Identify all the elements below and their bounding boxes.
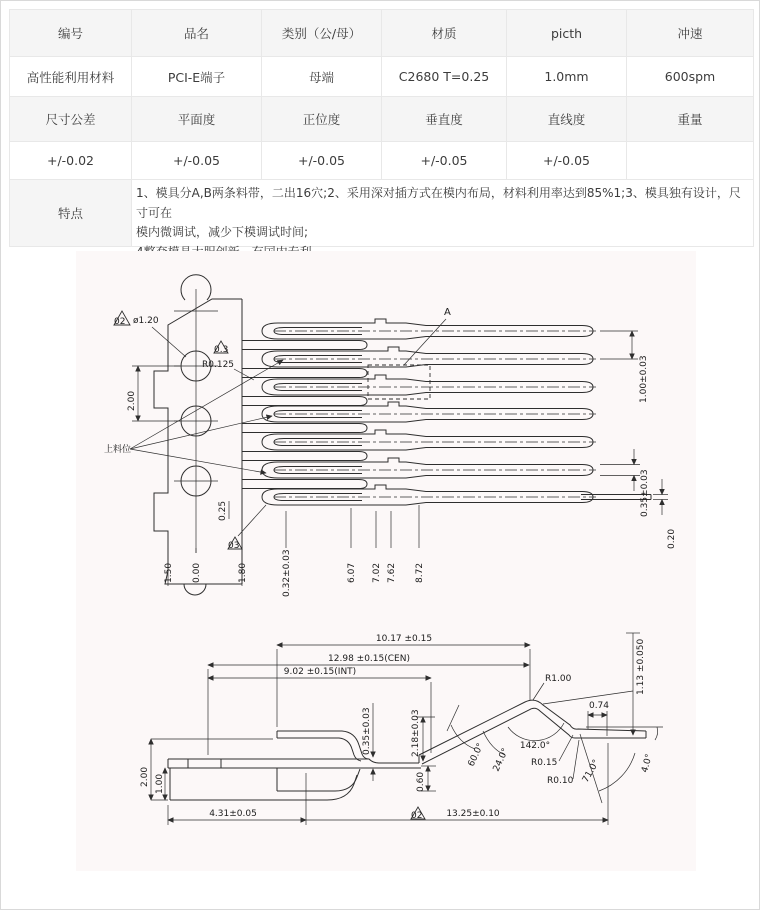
ordinate-dim: 1.80 [238,562,248,583]
ordinate-dim: 0.32±0.03 [282,549,292,597]
features-line: 模内微调试，减少下模调试时间; [136,225,309,239]
terminal-profile [168,700,646,800]
features-text [132,180,754,247]
spec-cell: 600spm [627,57,754,97]
spec-cell: PCI-E端子 [132,57,262,97]
top-view-drawing [76,253,696,603]
spec-cell: C2680 T=0.25 [382,57,507,97]
beam-height-dim: 2.18±0.03 [411,709,421,757]
ordinate-dim: 7.02 [372,562,382,583]
corner-radius-label: R0.125 [202,360,235,370]
tip-height-dim: 1.13 ±0.050 [636,638,646,695]
radius-015-label: R0.15 [531,758,558,768]
col-header: 尺寸公差 [10,97,132,142]
hole-diameter-label: ø1.20 [133,316,159,326]
tip-length-dim: 0.74 [588,701,610,711]
ordinate-dim: 1.50 [164,562,174,583]
dim-9-02: 9.02 ±0.15(INT) [283,667,357,677]
col-header: 平面度 [132,97,262,142]
spec-cell: +/-0.05 [507,142,627,180]
col-header: 编号 [10,10,132,57]
blank-bar [242,452,367,461]
angle-60-label: 60.0° [466,741,487,769]
dim-12-98: 12.98 ±0.15(CEN) [328,654,410,664]
spec-table [9,9,754,247]
spec-cell: 高性能利用材料 [10,57,132,97]
feed-position-label: 上料位 [104,445,132,455]
height-lower-dim: 1.00 [155,773,165,794]
detail-a-label: A [444,307,451,318]
col-header: 冲速 [627,10,754,57]
datum-03-label: 0.3 [214,345,229,355]
terminal-pin [262,319,596,339]
height-total-dim: 2.00 [140,766,150,787]
features-label: 特点 [10,180,132,247]
col-header: 垂直度 [382,97,507,142]
tip-drop-dim: 0.60 [416,771,426,792]
col-header: 材质 [382,10,507,57]
datum-03b-label: 03 [228,541,240,551]
spec-cell: 母端 [262,57,382,97]
spec-cell: 1.0mm [507,57,627,97]
spec-cell: +/-0.02 [10,142,132,180]
pin-width-dim: 0.35±0.03 [640,469,650,517]
col-header: 重量 [627,97,754,142]
side-view-drawing [121,603,681,848]
angle-142-label: 142.0° [519,741,551,751]
blank-bar [242,480,367,489]
spec-cell [627,142,754,180]
tip-width-dim: 0.20 [667,528,677,549]
col-header: 正位度 [262,97,382,142]
tail-length-dim: 4.31±0.05 [209,809,257,819]
datum-02-label: 02 [114,317,126,327]
ordinate-dim: 0.00 [192,562,202,583]
overall-length-dim: 13.25±0.10 [446,809,500,819]
spec-cell: +/-0.05 [262,142,382,180]
blank-bar [242,397,367,406]
col-header: 品名 [132,10,262,57]
drawing-canvas [76,251,696,871]
detail-box [368,365,430,399]
angle-4-label: 4.0° [640,753,655,774]
peak-radius-label: R1.00 [545,674,572,684]
col-header: picth [507,10,627,57]
spec-cell: +/-0.05 [382,142,507,180]
ordinate-dim: 7.62 [387,562,397,583]
ordinate-dim: 6.07 [347,562,357,583]
features-line: 1、模具分A,B两条料带，二出16穴;2、采用深对插方式在模内布局，材料利用率达到85%1;3、模具独有设计，尺寸可在 [136,186,741,220]
angle-71-label: 71.0° [580,758,602,785]
hole-pitch-label: 2.00 [127,390,137,411]
angle-24-label: 24.0° [491,746,512,774]
col-header: 直线度 [507,97,627,142]
col-header: 类别（公/母） [262,10,382,57]
spec-cell: +/-0.05 [132,142,262,180]
dim-10-17: 10.17 ±0.15 [375,634,433,644]
pin-pitch-dim: 1.00±0.03 [639,355,649,403]
datum-02b-label: 02 [411,811,423,821]
blank-bar [242,424,367,433]
blank-bar [242,341,367,350]
neck-thickness-dim: 0.35±0.03 [362,707,372,755]
ordinate-dim: 8.72 [415,562,425,583]
radius-010-label: R0.10 [547,776,574,786]
slot-dim-label: 0.25 [218,500,228,521]
